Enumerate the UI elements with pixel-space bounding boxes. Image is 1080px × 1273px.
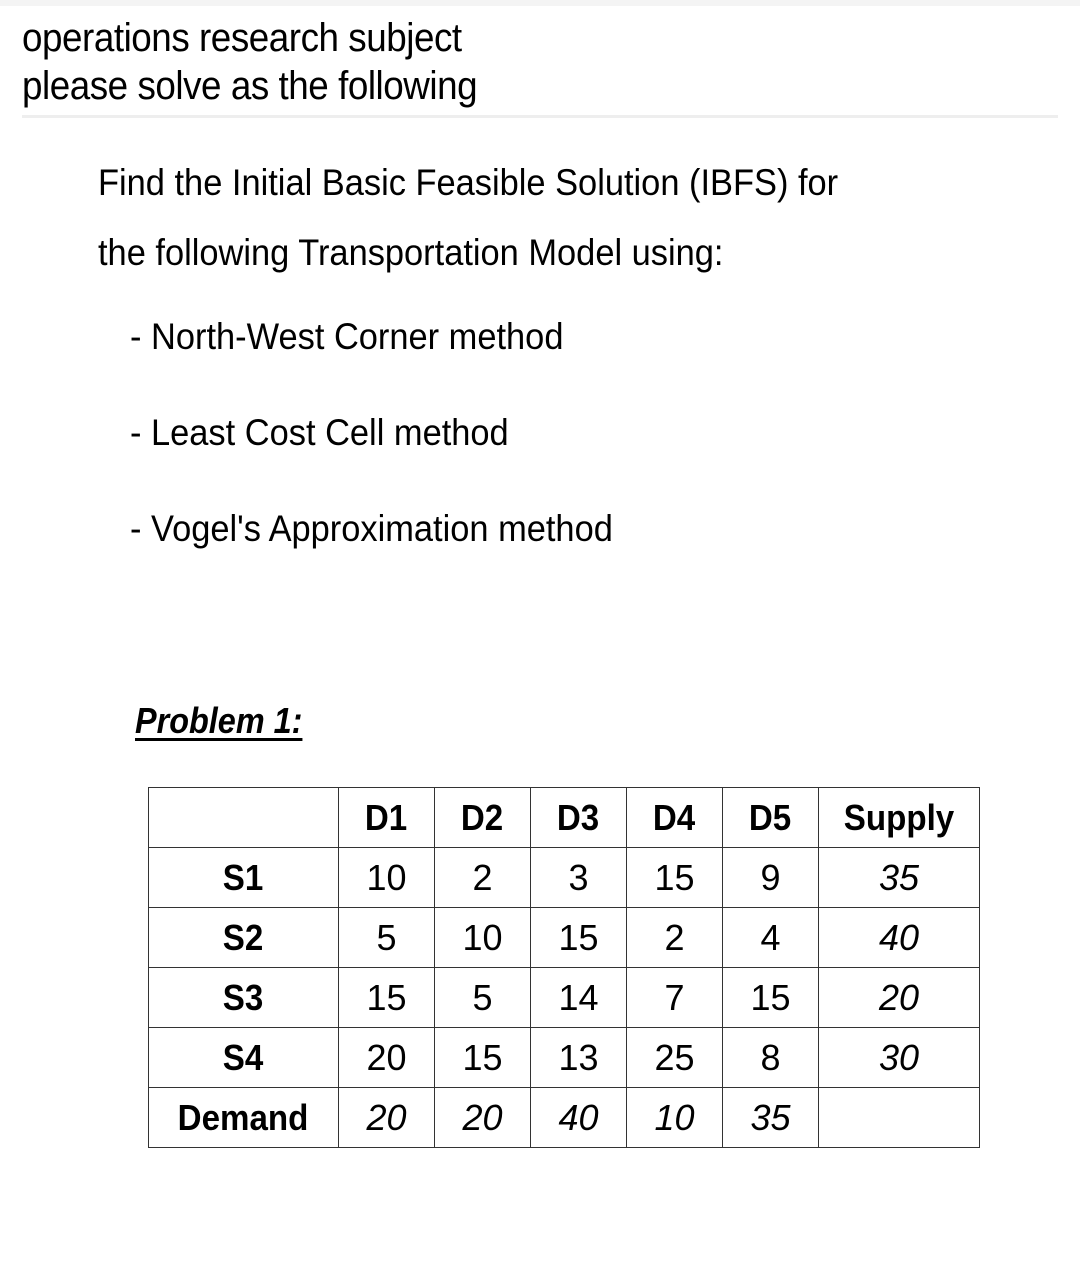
- method-vogels-approximation: - Vogel's Approximation method: [130, 508, 613, 549]
- column-header: D3: [531, 788, 627, 848]
- column-header: D5: [723, 788, 819, 848]
- demand-cell: 20: [339, 1088, 435, 1148]
- column-header: D2: [435, 788, 531, 848]
- cost-cell: 20: [339, 1028, 435, 1088]
- demand-cell: 10: [627, 1088, 723, 1148]
- intro-line: Find the Initial Basic Feasible Solution (IBFS) for: [98, 162, 839, 203]
- cost-cell: 15: [435, 1028, 531, 1088]
- problem-label: Problem 1:: [135, 700, 303, 741]
- method-north-west-corner: - North-West Corner method: [130, 316, 564, 357]
- row-header-demand: Demand: [149, 1088, 339, 1148]
- supply-cell: 30: [819, 1028, 980, 1088]
- cost-cell: 2: [627, 908, 723, 968]
- column-header: D1: [339, 788, 435, 848]
- cost-cell: 15: [627, 848, 723, 908]
- cost-cell: 9: [723, 848, 819, 908]
- supply-cell: 40: [819, 908, 980, 968]
- demand-cell: 40: [531, 1088, 627, 1148]
- table-header-row: [149, 788, 980, 848]
- cost-cell: 2: [435, 848, 531, 908]
- row-header: S1: [149, 848, 339, 908]
- cost-cell: 10: [435, 908, 531, 968]
- table-row: [149, 908, 980, 968]
- top-bar: [0, 0, 1080, 6]
- demand-cell: 35: [723, 1088, 819, 1148]
- column-header: D4: [627, 788, 723, 848]
- column-header-supply: Supply: [819, 788, 980, 848]
- cost-cell: 7: [627, 968, 723, 1028]
- intro-line: the following Transportation Model using:: [98, 232, 724, 273]
- table-row: [149, 848, 980, 908]
- cost-cell: 10: [339, 848, 435, 908]
- cost-cell: 3: [531, 848, 627, 908]
- method-least-cost-cell: - Least Cost Cell method: [130, 412, 509, 453]
- question-text: [22, 14, 477, 110]
- cost-cell: 4: [723, 908, 819, 968]
- row-header: S2: [149, 908, 339, 968]
- cost-cell: 5: [339, 908, 435, 968]
- cost-cell: 15: [723, 968, 819, 1028]
- question-line: please solve as the following: [22, 64, 478, 108]
- cost-cell: 8: [723, 1028, 819, 1088]
- question-line: operations research subject: [22, 16, 462, 60]
- intro-text: [98, 148, 838, 288]
- empty-cell: [819, 1088, 980, 1148]
- cost-cell: 25: [627, 1028, 723, 1088]
- supply-cell: 20: [819, 968, 980, 1028]
- table-row: [149, 968, 980, 1028]
- demand-row: [149, 1088, 980, 1148]
- corner-cell: [149, 788, 339, 848]
- table-row: [149, 1028, 980, 1088]
- demand-cell: 20: [435, 1088, 531, 1148]
- cost-cell: 15: [339, 968, 435, 1028]
- row-header: S3: [149, 968, 339, 1028]
- row-header: S4: [149, 1028, 339, 1088]
- cost-cell: 13: [531, 1028, 627, 1088]
- divider: [22, 115, 1058, 118]
- cost-cell: 15: [531, 908, 627, 968]
- cost-cell: 14: [531, 968, 627, 1028]
- transportation-table: [148, 787, 980, 1148]
- supply-cell: 35: [819, 848, 980, 908]
- cost-cell: 5: [435, 968, 531, 1028]
